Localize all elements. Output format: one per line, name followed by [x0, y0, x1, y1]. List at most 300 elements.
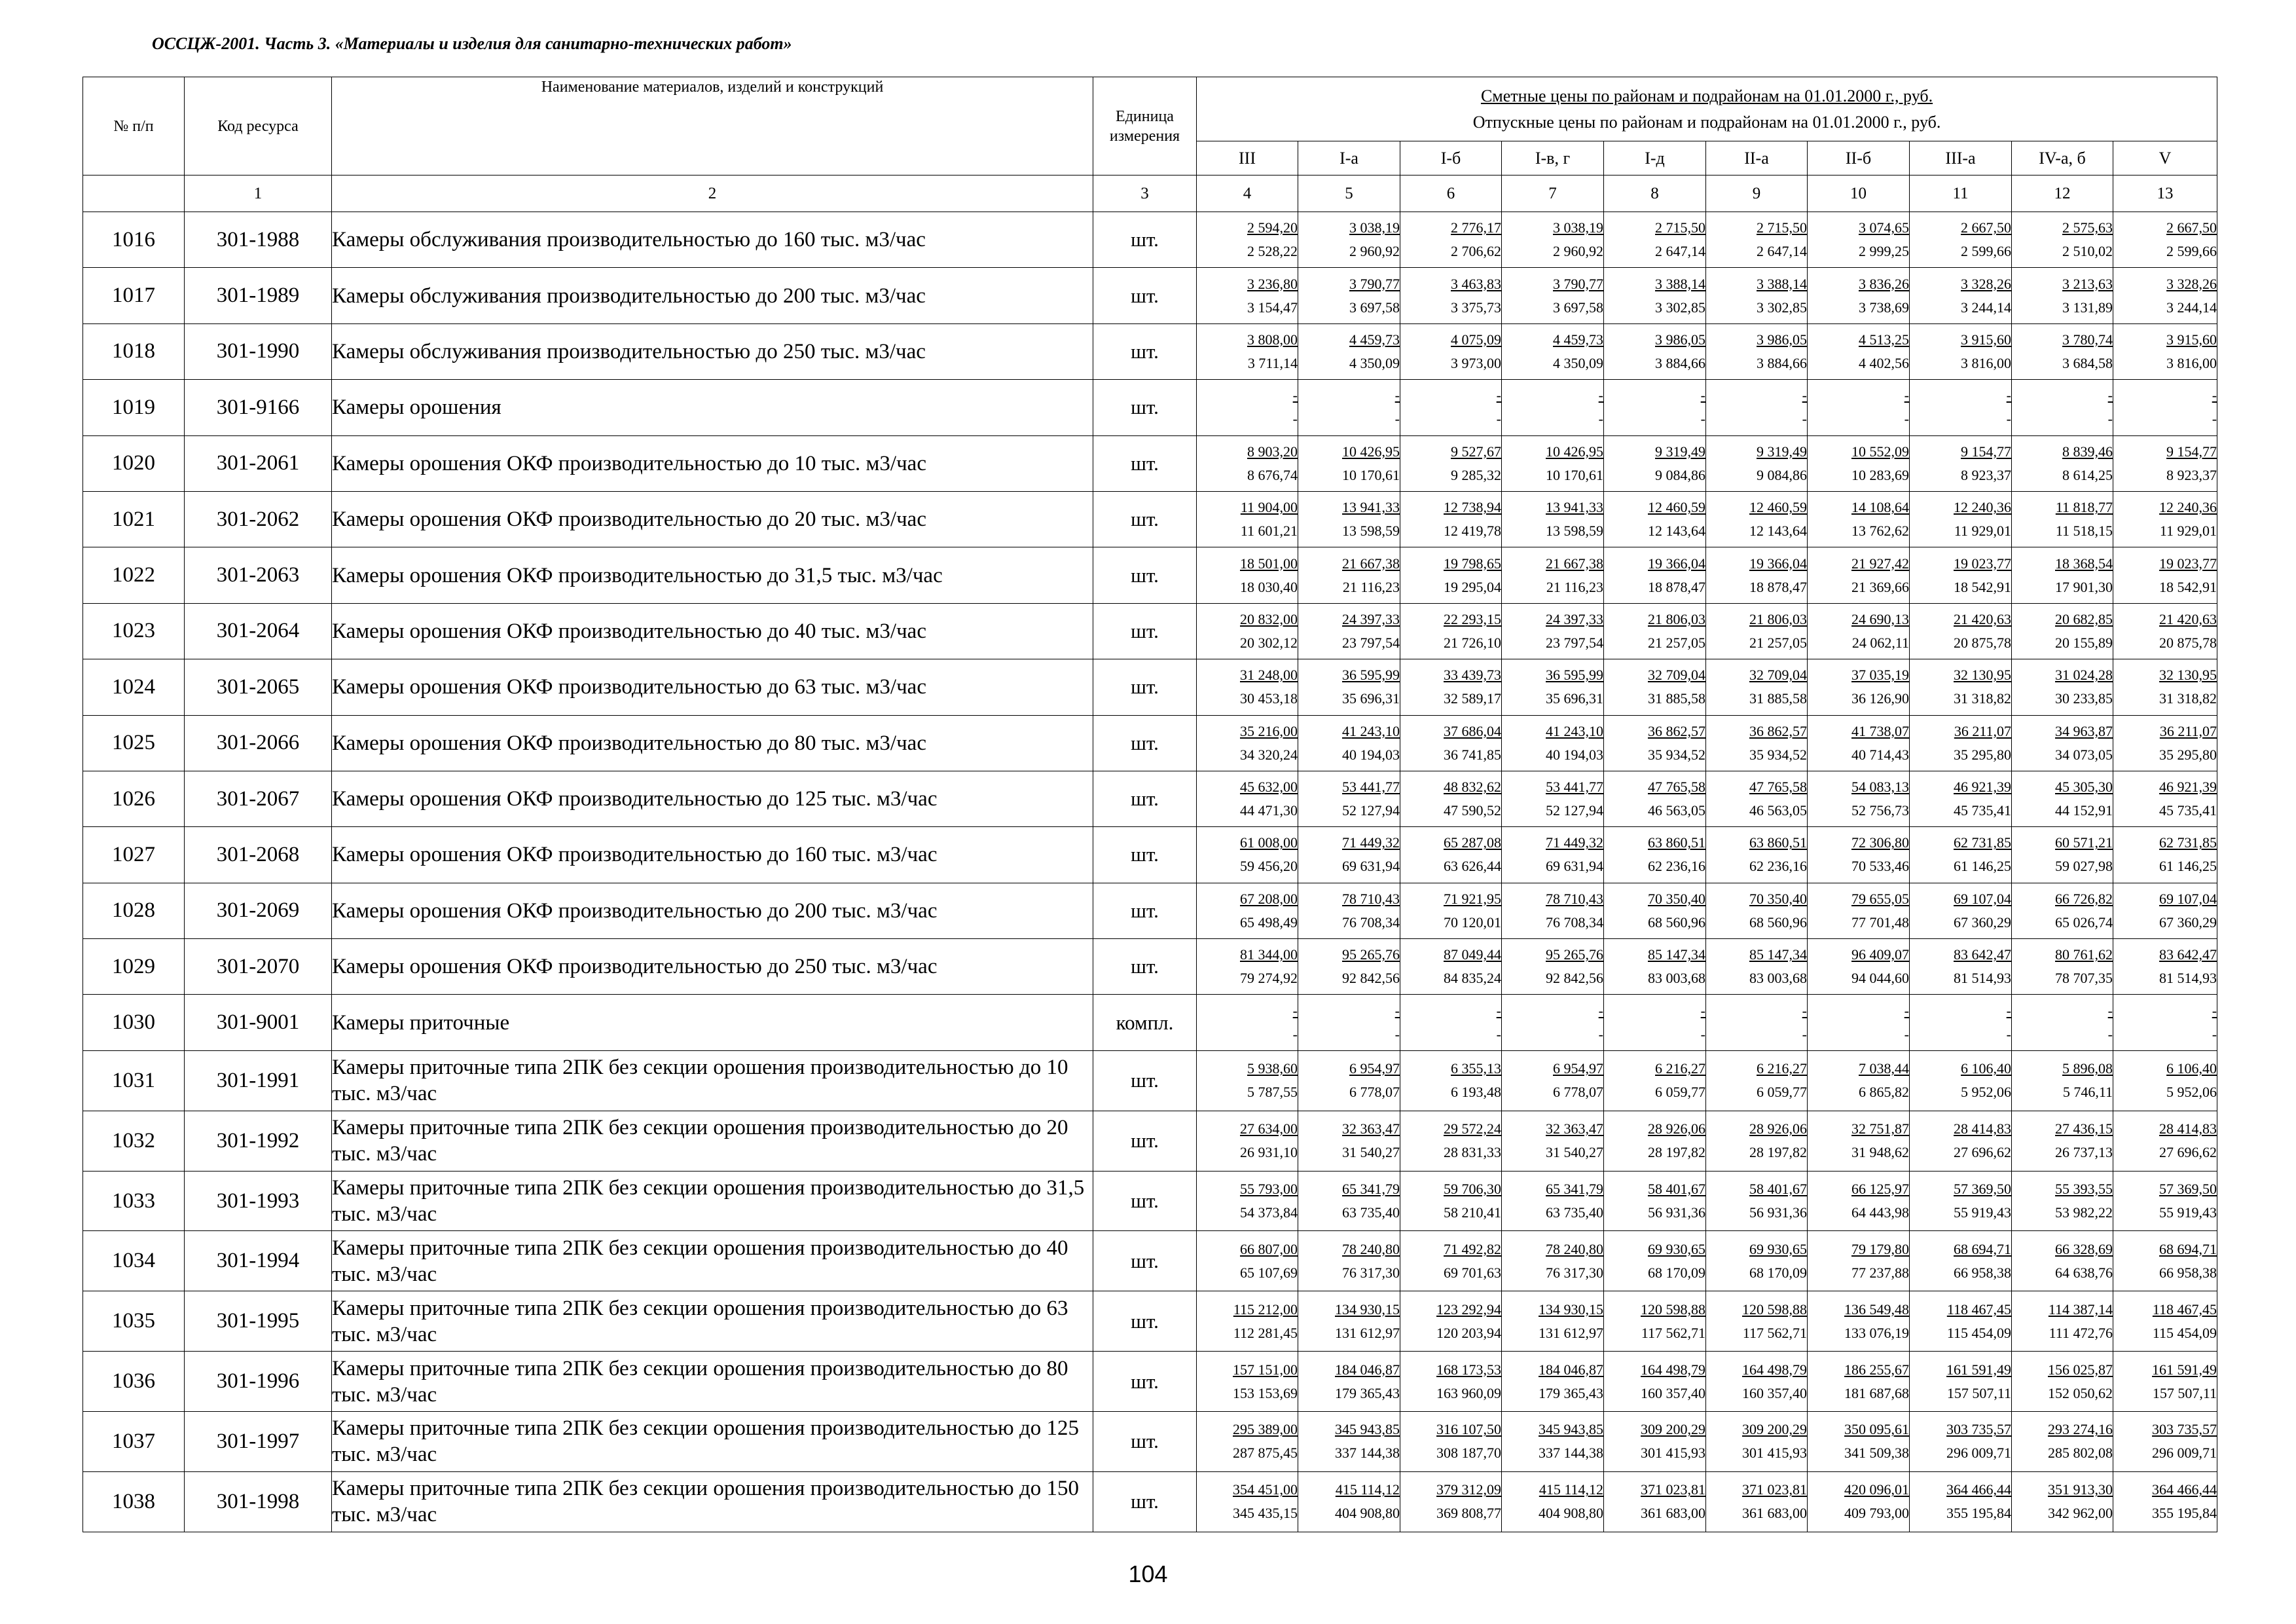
estimate-price: -: [1394, 387, 1400, 404]
release-price: 30 233,85: [2055, 690, 2113, 707]
estimate-price: 11 904,00: [1240, 499, 1298, 516]
estimate-price: -: [2107, 387, 2113, 404]
release-price: 54 373,84: [1240, 1204, 1298, 1221]
release-price: 35 934,52: [1648, 746, 1705, 763]
release-price: 160 357,40: [1742, 1384, 1807, 1401]
estimate-price: 53 441,77: [1342, 779, 1400, 796]
release-price: 55 919,43: [1954, 1204, 2011, 1221]
row-number: 1026: [83, 771, 185, 826]
price-cell: [1706, 380, 1808, 435]
estimate-price: 3 213,63: [2062, 275, 2113, 292]
estimate-price: 32 709,04: [1749, 667, 1807, 684]
price-cell: [1298, 771, 1400, 826]
estimate-price: 12 460,59: [1749, 499, 1807, 516]
estimate-price: -: [1904, 387, 1909, 404]
release-price: 3 684,58: [2062, 354, 2113, 371]
estimate-price: 123 292,94: [1436, 1301, 1501, 1318]
release-price: 66 958,38: [2159, 1264, 2217, 1281]
price-cell: [1910, 435, 2012, 491]
resource-code: 301-2068: [185, 827, 332, 883]
estimate-price: 316 107,50: [1436, 1421, 1501, 1438]
price-cell: [1197, 212, 1298, 268]
estimate-price: 22 293,15: [1444, 610, 1501, 627]
resource-code: 301-2063: [185, 547, 332, 603]
estimate-price: 45 305,30: [2055, 779, 2113, 796]
estimate-price: 350 095,61: [1844, 1421, 1909, 1438]
price-cell: [1604, 268, 1706, 323]
table-row: [83, 212, 2217, 268]
release-price: 3 738,69: [1859, 299, 1909, 316]
estimate-price: -: [1700, 387, 1705, 404]
price-cell: [1808, 1050, 1910, 1111]
price-cell: [1298, 491, 1400, 547]
price-cell: [1808, 603, 1910, 659]
release-price: 337 144,38: [1335, 1445, 1400, 1462]
release-price: 2 510,02: [2062, 243, 2113, 260]
price-cell: [1808, 883, 1910, 938]
price-cell: [1706, 323, 1808, 379]
price-cell: [1197, 1352, 1298, 1412]
price-cell: [2012, 1412, 2113, 1472]
price-cell: [1197, 1171, 1298, 1231]
price-cell: [1502, 1471, 1604, 1532]
region-header: III: [1197, 141, 1298, 175]
release-price: 3 884,66: [1655, 354, 1705, 371]
release-price: 4 350,09: [1553, 354, 1603, 371]
release-price: 20 875,78: [2159, 634, 2217, 651]
release-price: -: [1904, 411, 1909, 428]
resource-code: 301-1998: [185, 1471, 332, 1532]
price-cell: [2113, 1352, 2217, 1412]
release-price: 4 350,09: [1349, 354, 1400, 371]
price-cell: [1400, 1291, 1502, 1352]
release-price: 61 146,25: [2159, 858, 2217, 875]
release-price: 83 003,68: [1749, 970, 1807, 987]
material-name: Камеры орошения ОКФ производительностью до 200 тыс. м3/час: [332, 883, 1093, 938]
estimate-price: 62 731,85: [2159, 834, 2217, 851]
resource-code: 301-2062: [185, 491, 332, 547]
estimate-price: -: [2107, 1002, 2113, 1019]
release-price: 5 952,06: [1961, 1084, 2011, 1101]
price-cell: [1808, 1111, 1910, 1171]
price-cell: [2012, 827, 2113, 883]
release-price: 56 931,36: [1648, 1204, 1705, 1221]
price-cell: [1910, 827, 2012, 883]
estimate-price: 295 389,00: [1233, 1421, 1298, 1438]
price-cell: [2012, 939, 2113, 995]
column-index: 13: [2113, 175, 2217, 212]
estimate-price: 2 667,50: [2166, 219, 2217, 236]
price-cell: [1604, 771, 1706, 826]
price-cell: [1910, 603, 2012, 659]
estimate-price: 21 420,63: [2159, 610, 2217, 627]
estimate-price: -: [2212, 1002, 2217, 1019]
resource-code: 301-1996: [185, 1352, 332, 1412]
release-price: 76 317,30: [1546, 1264, 1603, 1281]
release-price: 78 707,35: [2055, 970, 2113, 987]
release-price: -: [1394, 411, 1400, 428]
release-price: 2 706,62: [1451, 243, 1501, 260]
release-price: 361 683,00: [1742, 1505, 1807, 1522]
material-name: Камеры орошения ОКФ производительностью до 80 тыс. м3/час: [332, 715, 1093, 771]
price-cell: [1604, 212, 1706, 268]
price-cell: [1706, 883, 1808, 938]
col-header-code: Код ресурса: [185, 77, 332, 175]
price-cell: [1400, 603, 1502, 659]
price-cell: [1910, 1352, 2012, 1412]
price-cell: [1706, 827, 1808, 883]
price-cell: [1604, 380, 1706, 435]
release-price: 35 295,80: [1954, 746, 2011, 763]
estimate-price: 31 024,28: [2055, 667, 2113, 684]
price-cell: [1298, 323, 1400, 379]
release-price: 342 962,00: [2048, 1505, 2113, 1522]
estimate-price: 63 860,51: [1749, 834, 1807, 851]
estimate-price: 58 401,67: [1749, 1181, 1807, 1197]
estimate-price: 28 926,06: [1648, 1120, 1705, 1137]
estimate-price: 71 449,32: [1342, 834, 1400, 851]
price-cell: [1400, 547, 1502, 603]
release-price: 4 402,56: [1859, 354, 1909, 371]
release-price: 111 472,76: [2049, 1324, 2113, 1341]
price-cell: [1910, 380, 2012, 435]
estimate-price: 68 694,71: [1954, 1240, 2011, 1257]
release-price: 3 244,14: [2166, 299, 2217, 316]
price-cell: [1502, 603, 1604, 659]
col-header-unit-line2: измерения: [1109, 127, 1180, 145]
price-cell: [1298, 1471, 1400, 1532]
column-index: 12: [2012, 175, 2113, 212]
price-cell: [1197, 547, 1298, 603]
unit-of-measure: шт.: [1093, 268, 1197, 323]
release-price: 152 050,62: [2048, 1384, 2113, 1401]
release-price: 81 514,93: [2159, 970, 2217, 987]
resource-code: 301-1994: [185, 1231, 332, 1291]
table-row: [83, 659, 2217, 715]
unit-of-measure: шт.: [1093, 883, 1197, 938]
column-index: 8: [1604, 175, 1706, 212]
row-number: 1034: [83, 1231, 185, 1291]
estimate-price: 13 941,33: [1546, 499, 1603, 516]
release-price: 76 708,34: [1342, 913, 1400, 931]
estimate-price: 184 046,87: [1539, 1361, 1603, 1378]
unit-of-measure: шт.: [1093, 603, 1197, 659]
price-cell: [1197, 995, 1298, 1050]
estimate-price: 10 426,95: [1546, 443, 1603, 460]
release-price: -: [1700, 411, 1705, 428]
estimate-price: 114 387,14: [2048, 1301, 2113, 1318]
price-cell: [1400, 659, 1502, 715]
estimate-price: -: [1598, 387, 1603, 404]
release-price: 120 203,94: [1436, 1324, 1501, 1341]
estimate-price: 62 731,85: [1954, 834, 2011, 851]
price-cell: [1808, 715, 1910, 771]
price-cell: [1808, 1352, 1910, 1412]
estimate-price: 32 363,47: [1342, 1120, 1400, 1137]
price-cell: [1706, 1352, 1808, 1412]
estimate-price: 21 667,38: [1546, 555, 1603, 572]
price-cell: [1502, 435, 1604, 491]
estimate-price: 354 451,00: [1233, 1481, 1298, 1498]
release-price: 66 958,38: [1954, 1264, 2011, 1281]
estimate-price: 3 328,26: [1961, 275, 2011, 292]
release-price: 21 116,23: [1546, 578, 1603, 595]
row-number: 1030: [83, 995, 185, 1050]
price-cell: [2113, 435, 2217, 491]
estimate-price: 2 594,20: [1247, 219, 1298, 236]
estimate-price: -: [1598, 1002, 1603, 1019]
release-price: 131 612,97: [1539, 1324, 1603, 1341]
estimate-price: 6 106,40: [2166, 1060, 2217, 1077]
price-cell: [1808, 323, 1910, 379]
resource-code: 301-2067: [185, 771, 332, 826]
release-price: 361 683,00: [1641, 1505, 1705, 1522]
price-cell: [1706, 1231, 1808, 1291]
release-price: 92 842,56: [1546, 970, 1603, 987]
price-cell: [1910, 771, 2012, 826]
unit-of-measure: шт.: [1093, 491, 1197, 547]
row-number: 1019: [83, 380, 185, 435]
price-cell: [1298, 659, 1400, 715]
price-cell: [2012, 547, 2113, 603]
col-header-unit-line1: Единица: [1116, 107, 1174, 125]
price-cell: [2113, 1171, 2217, 1231]
estimate-price: 87 049,44: [1444, 946, 1501, 963]
price-cell: [1197, 491, 1298, 547]
price-cell: [1706, 1471, 1808, 1532]
price-cell: [1400, 827, 1502, 883]
estimate-price: 66 328,69: [2055, 1240, 2113, 1257]
price-cell: [1910, 939, 2012, 995]
release-price: 3 375,73: [1451, 299, 1501, 316]
column-index: 1: [185, 175, 332, 212]
release-price: -: [1802, 411, 1807, 428]
estimate-price: 118 467,45: [2152, 1301, 2217, 1318]
release-price: 8 614,25: [2062, 466, 2113, 483]
estimate-price: 10 426,95: [1342, 443, 1400, 460]
price-cell: [1910, 1171, 2012, 1231]
price-cell: [1604, 323, 1706, 379]
resource-code: 301-1990: [185, 323, 332, 379]
price-cell: [1400, 771, 1502, 826]
price-cell: [1400, 1352, 1502, 1412]
estimate-price: 309 200,29: [1742, 1421, 1807, 1438]
price-cell: [1298, 1171, 1400, 1231]
estimate-price: 61 008,00: [1240, 834, 1298, 851]
material-name: Камеры приточные типа 2ПК без секции орошения производительностью до 20 тыс. м3/час: [332, 1111, 1093, 1171]
table-row: [83, 883, 2217, 938]
estimate-price: 32 709,04: [1648, 667, 1705, 684]
price-cell: [1400, 883, 1502, 938]
release-price: 70 533,46: [1851, 858, 1909, 875]
estimate-price: 10 552,09: [1851, 443, 1909, 460]
caption-release: Отпускные цены по районам и подрайонам на 01.01.2000 г., руб.: [1472, 112, 1941, 132]
material-name: Камеры орошения ОКФ производительностью до 63 тыс. м3/час: [332, 659, 1093, 715]
price-cell: [1400, 268, 1502, 323]
price-cell: [1604, 1291, 1706, 1352]
release-price: 52 127,94: [1342, 802, 1400, 819]
estimate-price: 168 173,53: [1436, 1361, 1501, 1378]
resource-code: 301-2066: [185, 715, 332, 771]
release-price: 76 317,30: [1342, 1264, 1400, 1281]
estimate-price: 69 107,04: [2159, 890, 2217, 907]
price-cell: [1604, 1412, 1706, 1472]
table-row: [83, 380, 2217, 435]
estimate-price: 32 363,47: [1546, 1120, 1603, 1137]
release-price: 8 923,37: [1961, 466, 2011, 483]
release-price: 81 514,93: [1954, 970, 2011, 987]
price-cell: [1910, 715, 2012, 771]
column-index: 5: [1298, 175, 1400, 212]
release-price: 35 295,80: [2159, 746, 2217, 763]
price-cell: [1604, 827, 1706, 883]
price-cell: [1910, 491, 2012, 547]
row-number: 1032: [83, 1111, 185, 1171]
release-price: 35 696,31: [1342, 690, 1400, 707]
price-cell: [1400, 1412, 1502, 1472]
estimate-price: -: [2006, 1002, 2011, 1019]
estimate-price: 78 240,80: [1342, 1240, 1400, 1257]
release-price: 59 027,98: [2055, 858, 2113, 875]
estimate-price: 70 350,40: [1749, 890, 1807, 907]
estimate-price: 45 632,00: [1240, 779, 1298, 796]
release-price: 345 435,15: [1233, 1505, 1298, 1522]
region-header: I-д: [1604, 141, 1706, 175]
table-row: [83, 268, 2217, 323]
release-price: 6 865,82: [1859, 1084, 1909, 1101]
price-cell: [1604, 435, 1706, 491]
estimate-price: 12 460,59: [1648, 499, 1705, 516]
price-cell: [1502, 771, 1604, 826]
estimate-price: 21 420,63: [1954, 610, 2011, 627]
resource-code: 301-1988: [185, 212, 332, 268]
estimate-price: 71 492,82: [1444, 1240, 1501, 1257]
price-cell: [1808, 771, 1910, 826]
estimate-price: 83 642,47: [2159, 946, 2217, 963]
price-cell: [1808, 939, 1910, 995]
release-price: 68 560,96: [1749, 913, 1807, 931]
unit-of-measure: компл.: [1093, 995, 1197, 1050]
estimate-price: 37 686,04: [1444, 722, 1501, 739]
estimate-price: 309 200,29: [1641, 1421, 1705, 1438]
release-price: 296 009,71: [1946, 1445, 2011, 1462]
estimate-price: 65 287,08: [1444, 834, 1501, 851]
release-price: 5 746,11: [2062, 1084, 2113, 1101]
release-price: 62 236,16: [1749, 858, 1807, 875]
price-cell: [1706, 659, 1808, 715]
estimate-price: 3 388,14: [1757, 275, 1807, 292]
col-header-number: № п/п: [83, 77, 185, 175]
release-price: 3 131,89: [2062, 299, 2113, 316]
column-index: 4: [1197, 175, 1298, 212]
release-price: 301 415,93: [1742, 1445, 1807, 1462]
estimate-price: 371 023,81: [1742, 1481, 1807, 1498]
unit-of-measure: шт.: [1093, 323, 1197, 379]
price-cell: [1808, 491, 1910, 547]
estimate-price: 19 366,04: [1648, 555, 1705, 572]
price-cell: [1808, 995, 1910, 1050]
release-price: 3 302,85: [1757, 299, 1807, 316]
release-price: 31 318,82: [1954, 690, 2011, 707]
estimate-price: 95 265,76: [1342, 946, 1400, 963]
price-cell: [1808, 547, 1910, 603]
material-name: Камеры орошения ОКФ производительностью до 125 тыс. м3/час: [332, 771, 1093, 826]
price-cell: [1197, 268, 1298, 323]
estimate-price: 78 240,80: [1546, 1240, 1603, 1257]
price-cell: [1604, 491, 1706, 547]
price-cell: [1910, 268, 2012, 323]
release-price: 157 507,11: [2152, 1384, 2217, 1401]
estimate-price: 293 274,16: [2048, 1421, 2113, 1438]
estimate-price: 37 035,19: [1851, 667, 1909, 684]
price-cell: [2113, 771, 2217, 826]
release-price: 84 835,24: [1444, 970, 1501, 987]
price-cell: [1197, 1471, 1298, 1532]
estimate-price: 55 393,55: [2055, 1181, 2113, 1197]
estimate-price: 3 074,65: [1859, 219, 1909, 236]
release-price: -: [1292, 411, 1298, 428]
release-price: 34 320,24: [1240, 746, 1298, 763]
release-price: 65 498,49: [1240, 913, 1298, 931]
release-price: 31 540,27: [1342, 1144, 1400, 1161]
price-cell: [1197, 1111, 1298, 1171]
price-cell: [1910, 1471, 2012, 1532]
release-price: 27 696,62: [2159, 1144, 2217, 1161]
release-price: 2 599,66: [2166, 243, 2217, 260]
release-price: 5 787,55: [1247, 1084, 1298, 1101]
release-price: -: [1904, 1025, 1909, 1043]
price-cell: [1197, 1231, 1298, 1291]
estimate-price: 65 341,79: [1546, 1181, 1603, 1197]
release-price: 6 059,77: [1655, 1084, 1705, 1101]
price-cell: [1604, 547, 1706, 603]
estimate-price: 6 216,27: [1655, 1060, 1705, 1077]
release-price: -: [2006, 1025, 2011, 1043]
release-price: 11 601,21: [1240, 523, 1298, 540]
release-price: 285 802,08: [2048, 1445, 2113, 1462]
price-cell: [1298, 1291, 1400, 1352]
estimate-price: 20 682,85: [2055, 610, 2113, 627]
release-price: 26 737,13: [2055, 1144, 2113, 1161]
release-price: 70 120,01: [1444, 913, 1501, 931]
row-number: 1038: [83, 1471, 185, 1532]
release-price: -: [2107, 411, 2113, 428]
price-cell: [2012, 883, 2113, 938]
table-row: [83, 771, 2217, 826]
price-cell: [2113, 715, 2217, 771]
resource-code: 301-1992: [185, 1111, 332, 1171]
price-cell: [1502, 491, 1604, 547]
estimate-price: 41 738,07: [1851, 722, 1909, 739]
estimate-price: 20 832,00: [1240, 610, 1298, 627]
price-cell: [1197, 827, 1298, 883]
price-cell: [1910, 1050, 2012, 1111]
price-cell: [1502, 1412, 1604, 1472]
estimate-price: 3 808,00: [1247, 331, 1298, 348]
estimate-price: -: [1802, 1002, 1807, 1019]
price-cell: [1502, 659, 1604, 715]
estimate-price: 19 366,04: [1749, 555, 1807, 572]
estimate-price: 32 130,95: [1954, 667, 2011, 684]
estimate-price: 3 836,26: [1859, 275, 1909, 292]
release-price: 8 676,74: [1247, 466, 1298, 483]
release-price: 79 274,92: [1240, 970, 1298, 987]
estimate-price: 21 806,03: [1749, 610, 1807, 627]
material-name: Камеры приточные типа 2ПК без секции орошения производительностью до 40 тыс. м3/час: [332, 1231, 1093, 1291]
release-price: 63 735,40: [1546, 1204, 1603, 1221]
estimate-price: 81 344,00: [1240, 946, 1298, 963]
estimate-price: 303 735,57: [2152, 1421, 2217, 1438]
